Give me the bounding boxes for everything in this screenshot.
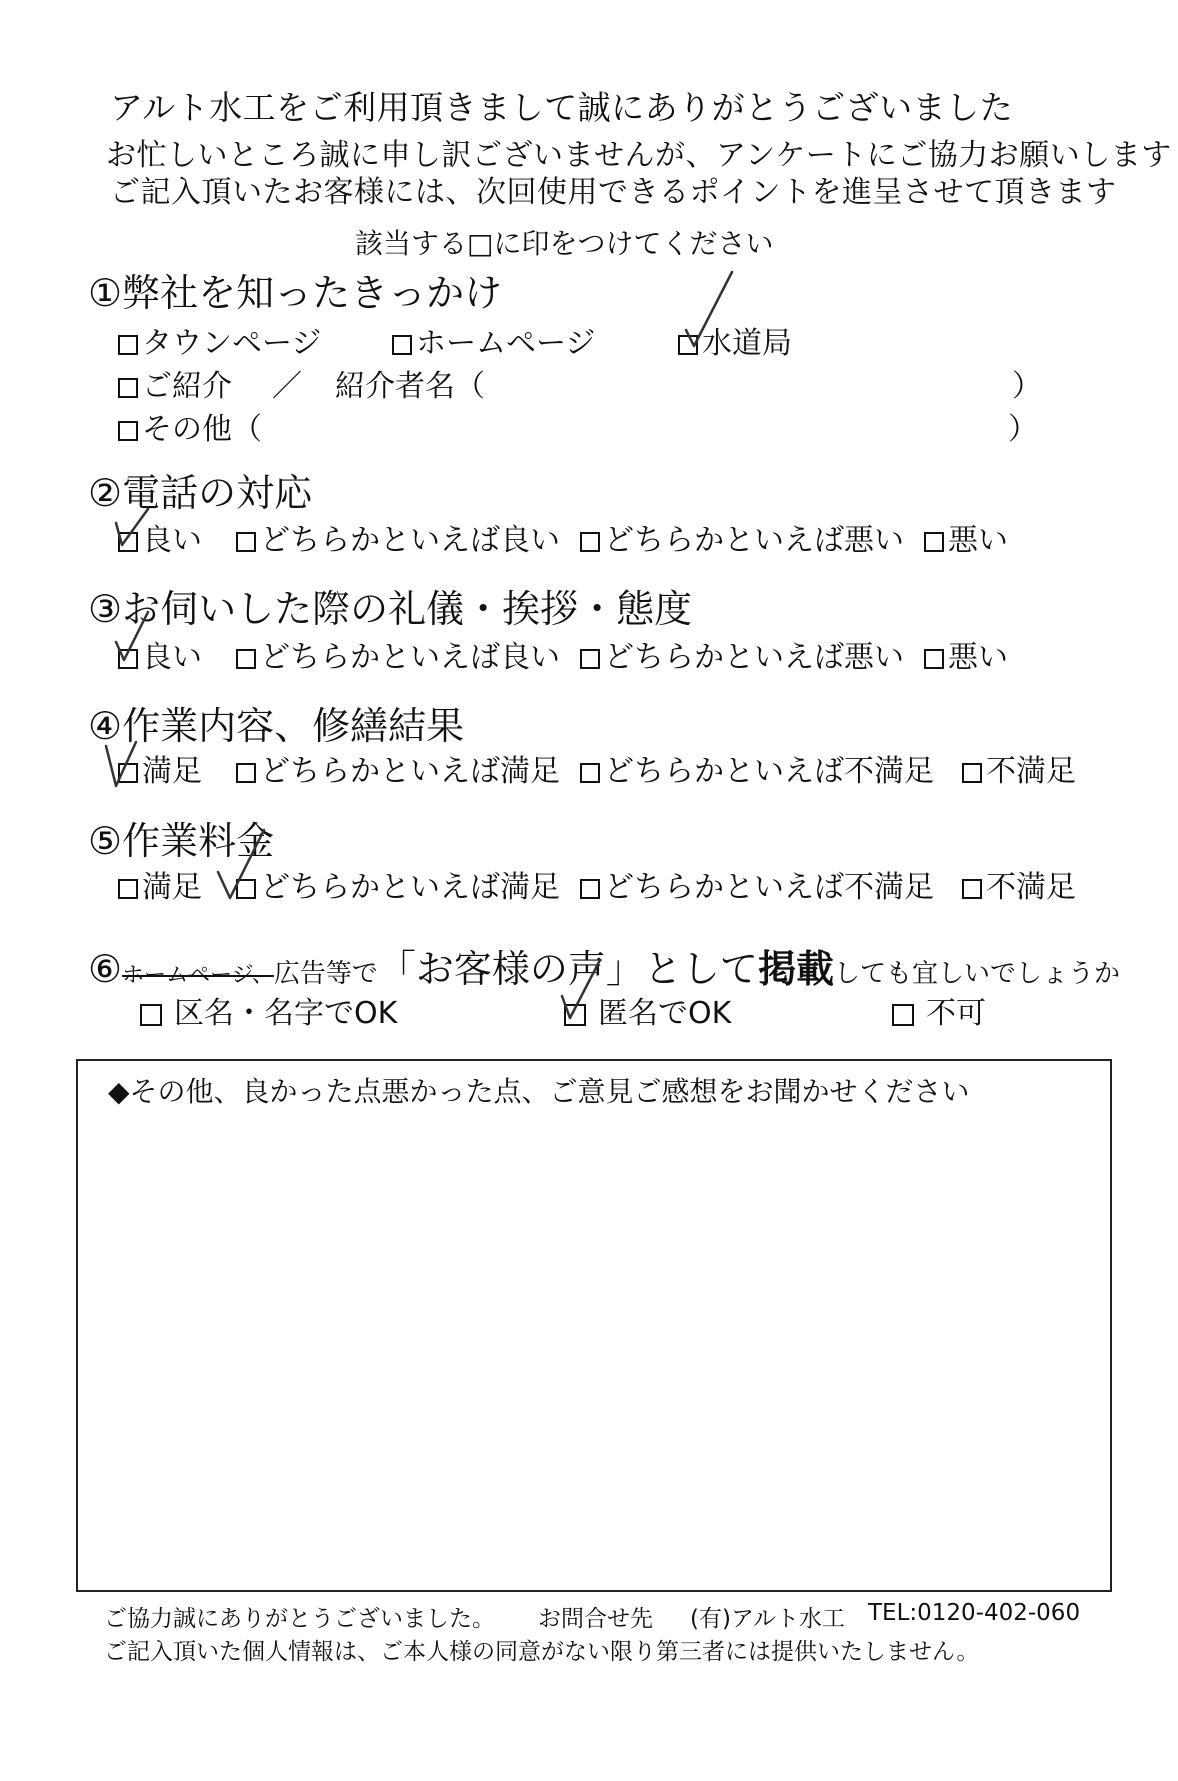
checkbox[interactable] [236,532,256,552]
header-line-2: お忙しいところ誠に申し訳ございませんが、アンケートにご協力お願いします [106,138,1172,173]
header-line-3: ご記入頂いたお客様には、次回使用できるポイントを進呈させて頂きます [110,175,1117,210]
checkbox[interactable] [118,335,138,355]
checkbox[interactable] [678,335,698,355]
checkbox[interactable] [580,649,600,669]
q4-title: ④作業内容、修繕結果 [88,704,465,748]
q4-option-dissatisfied[interactable]: 不満足 [962,746,1076,790]
q1-title: ①弊社を知ったきっかけ [88,271,503,315]
q2-title: ②電話の対応 [88,471,313,515]
checkbox[interactable] [140,1004,162,1026]
checkbox[interactable] [236,649,256,669]
checkbox[interactable] [892,1004,914,1026]
checkbox[interactable] [392,335,412,355]
checkbox[interactable] [118,649,138,669]
checkbox[interactable] [924,649,944,669]
q1-option-referral[interactable]: ご紹介 [118,361,232,405]
checkbox[interactable] [118,421,138,441]
q6-option-ward-name-ok[interactable]: 区名・名字でOK [140,988,397,1032]
q2-option-good[interactable]: 良い [118,515,202,559]
checkbox[interactable] [564,1004,586,1026]
footer-contact-label: お問合せ先 [538,1606,653,1632]
checkbox[interactable] [580,763,600,783]
checkbox[interactable] [924,532,944,552]
checkbox[interactable] [962,763,982,783]
checkbox[interactable] [236,879,256,899]
checkbox[interactable] [118,378,138,398]
q6-option-not-allowed[interactable]: 不可 [892,988,986,1032]
q1-referral-separator: ／ [272,369,302,404]
q3-option-good[interactable]: 良い [118,632,202,676]
q6-as: として [643,947,758,991]
q5-option-fairly-satisfied[interactable]: どちらかといえば満足 [236,862,560,906]
checkbox[interactable] [580,532,600,552]
q1-option-townpage[interactable]: タウンページ [118,318,321,362]
q2-option-bad[interactable]: 悪い [924,515,1008,559]
q2-option-fairly-bad[interactable]: どちらかといえば悪い [580,515,904,559]
footer-company: (有)アルト水工 [690,1606,846,1632]
q5-option-dissatisfied[interactable]: 不満足 [962,862,1076,906]
q5-option-satisfied[interactable]: 満足 [118,862,202,906]
checkbox[interactable] [118,763,138,783]
q3-option-fairly-bad[interactable]: どちらかといえば悪い [580,632,904,676]
q6-quote: 「お客様の声」 [377,947,644,991]
q6-title [88,938,1120,993]
q1-referrer-close: ） [1012,369,1042,404]
footer-tel: TEL:0120-402-060 [868,1600,1081,1626]
q6-publish: 掲載 [757,947,834,991]
q1-option-other[interactable]: その他（ [118,404,262,448]
q6-homepage-struck: ホームページ、 [122,963,274,988]
q2-option-fairly-good[interactable]: どちらかといえば良い [236,515,560,559]
q4-option-fairly-dissatisfied[interactable]: どちらかといえば不満足 [580,746,934,790]
q6-tail: しても宜しいでしょうか [833,959,1120,989]
q1-other-close: ） [1008,412,1038,447]
checkbox[interactable] [236,763,256,783]
checkbox[interactable] [118,532,138,552]
q6-number: ⑥ [88,947,123,991]
q4-option-satisfied[interactable]: 満足 [118,746,202,790]
checkbox[interactable] [962,879,982,899]
q5-option-fairly-dissatisfied[interactable]: どちらかといえば不満足 [580,862,934,906]
q1-option-homepage[interactable]: ホームページ [392,318,595,362]
footer-thanks: ご協力誠にありがとうございました。 [104,1606,495,1632]
q3-title: ③お伺いした際の礼儀・挨拶・態度 [88,587,693,631]
q6-ads: 広告等で [273,959,378,989]
header-line-1: アルト水工をご利用頂きまして誠にありがとうございました [110,88,1014,127]
q1-option-waterworks[interactable]: 水道局 [678,318,792,362]
q3-option-fairly-good[interactable]: どちらかといえば良い [236,632,560,676]
q5-title: ⑤作業料金 [88,819,275,863]
footer-privacy: ご記入頂いた個人情報は、ご本人様の同意がない限り第三者には提供いたしません。 [104,1639,980,1665]
instruction-text: 該当する□に印をつけてください [355,227,774,260]
comments-box[interactable] [76,1059,1112,1592]
q3-option-bad[interactable]: 悪い [924,632,1008,676]
checkbox[interactable] [118,879,138,899]
comments-prompt: ◆その他、良かった点悪かった点、ご意見ご感想をお聞かせください [108,1075,970,1108]
checkbox[interactable] [580,879,600,899]
q1-referrer-label: 紹介者名（ [335,369,485,404]
q4-option-fairly-satisfied[interactable]: どちらかといえば満足 [236,746,560,790]
q6-option-anonymous-ok[interactable]: 匿名でOK [564,988,731,1032]
